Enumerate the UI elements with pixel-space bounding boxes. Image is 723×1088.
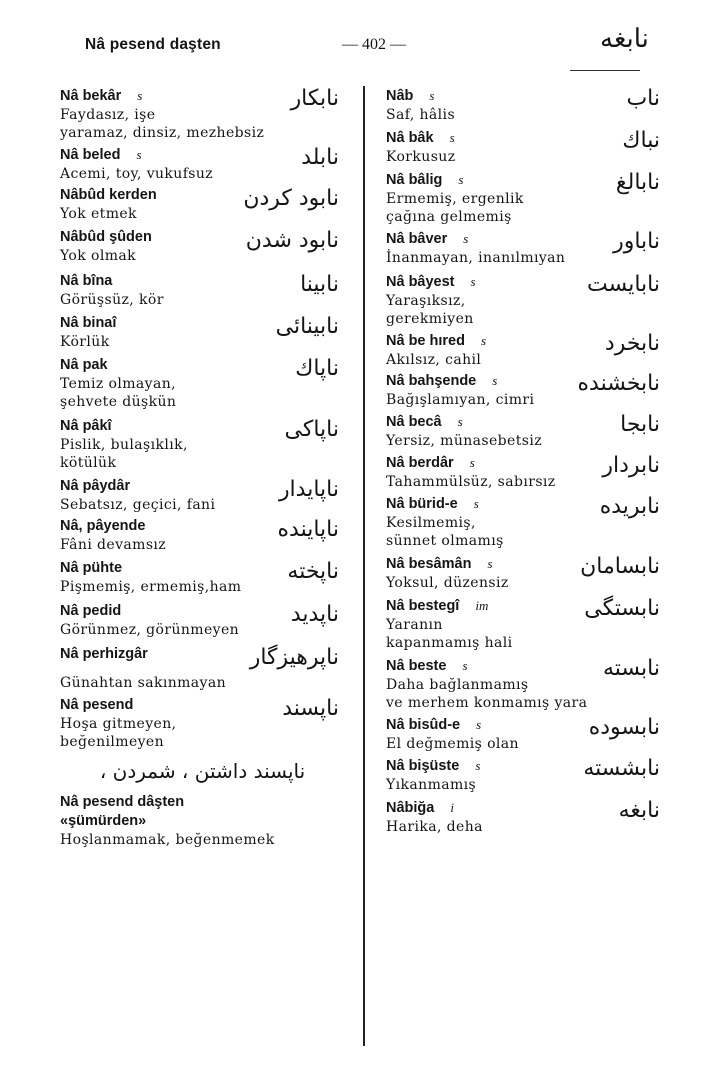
entry-definition: Temiz olmayan, — [60, 376, 176, 392]
part-of-speech: s — [136, 147, 142, 162]
dictionary-entry — [60, 314, 345, 351]
arabic-running-title: نابغه — [600, 24, 649, 54]
dictionary-entry — [60, 86, 345, 142]
dictionary-entry — [386, 596, 666, 652]
arabic-script-term: نباك — [622, 128, 660, 153]
entry-definition: Hoşa gitmeyen, — [60, 716, 177, 732]
right-column — [386, 86, 666, 839]
entry-headword: Nâbiğa — [386, 800, 435, 816]
entry-definition: Pişmemiş, ermemiş,ham — [60, 579, 242, 595]
arabic-script-term: ناپايدار — [278, 477, 339, 502]
entry-headword: Nâ bâlig — [386, 172, 443, 188]
part-of-speech: s — [480, 333, 487, 348]
arabic-script-term: ناپخته — [287, 559, 339, 584]
entry-definition: Ermemiş, ergenlik — [386, 191, 524, 207]
arabic-script-term: نابخرد — [604, 331, 660, 356]
arabic-script-term: نابكار — [290, 86, 339, 111]
entry-headword: Nâ pühte — [60, 560, 123, 576]
entry-definition: Yersiz, münasebetsiz — [386, 433, 542, 449]
entry-definition: Yok olmak — [60, 248, 136, 264]
entry-headword: Nâ bahşende — [386, 373, 477, 389]
arabic-script-term: نابشسته — [583, 756, 660, 781]
dictionary-entry — [386, 371, 666, 409]
entry-headword: Nâ bürid-e — [386, 496, 458, 512]
entry-headword: Nâ pâydâr — [60, 478, 131, 494]
dictionary-entry — [386, 798, 666, 836]
arabic-script-term: نابالغ — [615, 170, 660, 195]
entry-headword: Nâbûd şûden — [60, 229, 152, 245]
dictionary-entry — [386, 331, 666, 369]
part-of-speech: s — [137, 88, 143, 103]
part-of-speech: s — [487, 556, 493, 571]
dictionary-entry — [60, 477, 345, 514]
running-title: Nâ pesend daşten — [85, 36, 221, 53]
dictionary-entry — [386, 86, 666, 124]
dictionary-entry — [386, 656, 666, 712]
part-of-speech: s — [473, 496, 479, 511]
entry-definition: Acemi, toy, vukufsuz — [60, 166, 214, 182]
part-of-speech: s — [449, 130, 455, 145]
entry-headword: Nâ berdâr — [386, 455, 454, 471]
entry-headword: Nâ becâ — [386, 414, 442, 430]
dictionary-entry — [386, 412, 666, 450]
entry-definition: Daha bağlanmamış — [386, 677, 529, 693]
arabic-script-term: نابسوده — [588, 715, 660, 740]
entry-definition: Fâni devamsız — [60, 537, 167, 553]
dictionary-entry — [386, 128, 666, 166]
dictionary-entry — [60, 696, 345, 751]
page-header — [0, 0, 723, 80]
arabic-script-term: ناپرهيزگار — [249, 645, 339, 670]
part-of-speech: s — [429, 88, 435, 103]
dictionary-entry — [60, 793, 345, 849]
arabic-script-term: ناپاكى — [284, 417, 339, 442]
arabic-script-term: نابخشنده — [577, 371, 660, 396]
entry-definition: Saf, hâlis — [386, 107, 456, 123]
entry-headword-variant: «şümürden» — [60, 813, 147, 829]
dictionary-entry — [386, 453, 666, 491]
entry-headword: Nâbûd kerden — [60, 187, 157, 203]
entry-definition: Pislik, bulaşıklık, — [60, 437, 188, 453]
entry-definition: Körlük — [60, 334, 110, 350]
header-rule — [570, 70, 640, 71]
part-of-speech: s — [470, 274, 476, 289]
arabic-script-term: ناپاك — [295, 356, 339, 381]
entry-headword: Nâ beled — [60, 147, 121, 163]
arabic-script-term: نابينائى — [275, 314, 339, 339]
entry-definition: Faydasız, işe — [60, 107, 156, 123]
entry-headword: Nâ bisûd-e — [386, 717, 461, 733]
entry-headword: Nâ pesend dâşten — [60, 794, 185, 810]
part-of-speech: s — [469, 455, 475, 470]
dictionary-entry — [386, 229, 666, 267]
entry-headword: Nâ, pâyende — [60, 518, 146, 534]
arabic-script-term: نابريده — [599, 494, 660, 519]
part-of-speech: s — [476, 717, 482, 732]
entry-definition: Görünmez, görünmeyen — [60, 622, 240, 638]
part-of-speech: s — [462, 658, 468, 673]
arabic-script-term: نابجا — [620, 412, 660, 437]
dictionary-entry — [386, 272, 666, 328]
arabic-script-term: نابسامان — [580, 554, 660, 579]
arabic-script-term: ناپاينده — [277, 517, 339, 542]
part-of-speech: s — [458, 172, 464, 187]
arabic-script-term: نابينا — [300, 272, 339, 297]
entry-headword: Nâb — [386, 88, 414, 104]
arabic-script-term: ناباور — [613, 229, 660, 254]
entry-definition: beğenilmeyen — [60, 734, 165, 750]
entry-headword: Nâ bîna — [60, 273, 113, 289]
dictionary-entry — [60, 417, 345, 472]
arabic-script-term: ناب — [626, 86, 660, 111]
page-number: — 402 — — [342, 36, 406, 53]
entry-headword: Nâ bişüste — [386, 758, 460, 774]
dictionary-entry — [386, 554, 666, 592]
entry-definition: İnanmayan, inanılmıyan — [386, 250, 566, 266]
entry-definition: kapanmamış hali — [386, 635, 513, 651]
entry-definition: Günahtan sakınmayan — [60, 675, 227, 691]
entry-headword: Nâ beste — [386, 658, 447, 674]
entry-headword: Nâ bâk — [386, 130, 434, 146]
column-divider — [363, 86, 365, 1046]
dictionary-entry — [60, 145, 345, 183]
dictionary-entry — [60, 517, 345, 554]
dictionary-entry — [60, 272, 345, 309]
entry-headword: Nâ pesend — [60, 697, 134, 713]
arabic-script-term: نابستگى — [584, 596, 660, 621]
part-of-speech: im — [475, 598, 489, 613]
entry-definition: Kesilmemiş, — [386, 515, 476, 531]
dictionary-entry — [386, 170, 666, 226]
entry-headword: Nâ besâmân — [386, 556, 472, 572]
arabic-script-term: نابود شدن — [245, 228, 339, 253]
entry-headword: Nâ pâkî — [60, 418, 112, 434]
entry-definition: Yaranın — [386, 617, 443, 633]
entry-definition: Harika, deha — [386, 819, 483, 835]
entry-definition: Yıkanmamış — [386, 777, 477, 793]
dictionary-entry — [60, 186, 345, 223]
entry-definition: Tahammülsüz, sabırsız — [386, 474, 556, 490]
dictionary-entry — [60, 228, 345, 265]
entry-definition: sünnet olmamış — [386, 533, 504, 549]
entry-definition: kötülük — [60, 455, 117, 471]
part-of-speech: s — [457, 414, 463, 429]
entry-definition: Akılsız, cahil — [386, 352, 482, 368]
dictionary-entry — [60, 559, 345, 596]
entry-headword-line — [386, 86, 666, 106]
entry-headword: Nâ binaî — [60, 315, 117, 331]
dictionary-entry — [386, 756, 666, 794]
entry-definition: Yoksul, düzensiz — [386, 575, 509, 591]
entry-headword: Nâ be hıred — [386, 333, 465, 349]
arabic-script-term: نابردار — [602, 453, 660, 478]
part-of-speech: s — [492, 373, 498, 388]
arabic-script-term: نابود كردن — [243, 186, 339, 211]
arabic-script-term: نابلد — [301, 145, 339, 170]
arabic-script-term: ناپسند — [282, 696, 339, 721]
entry-definition: Hoşlanmamak, beğenmemek — [60, 832, 275, 848]
left-column — [60, 86, 345, 852]
entry-definition: yaramaz, dinsiz, mezhebsiz — [60, 125, 265, 141]
arabic-phrase-line: ناپسند داشتن ، شمردن ، — [99, 759, 306, 783]
part-of-speech: i — [450, 800, 454, 815]
entry-headword: Nâ bekâr — [60, 88, 122, 104]
entry-definition: Yaraşıksız, — [386, 293, 466, 309]
entry-headword: Nâ perhizgâr — [60, 646, 148, 662]
entry-headword: Nâ bestegî — [386, 598, 460, 614]
dictionary-entry — [386, 494, 666, 550]
dictionary-entry — [60, 645, 345, 692]
dictionary-entry — [60, 602, 345, 639]
entry-headword: Nâ bâver — [386, 231, 448, 247]
entry-definition: El değmemiş olan — [386, 736, 519, 752]
entry-definition: çağına gelmemiş — [386, 209, 512, 225]
entry-definition: şehvete düşkün — [60, 394, 177, 410]
dictionary-entry — [386, 715, 666, 753]
arabic-script-term: نابغه — [618, 798, 660, 823]
entry-definition: Görüşsüz, kör — [60, 292, 164, 308]
arabic-script-term: نابايست — [586, 272, 660, 297]
entry-definition: ve merhem konmamış yara — [386, 695, 588, 711]
entry-definition: Korkusuz — [386, 149, 456, 165]
entry-headword: Nâ pak — [60, 357, 108, 373]
arabic-script-term: نابسته — [602, 656, 660, 681]
dictionary-entry — [60, 356, 345, 411]
part-of-speech: s — [475, 758, 481, 773]
entry-headword: Nâ pedid — [60, 603, 122, 619]
entry-definition: Yok etmek — [60, 206, 137, 222]
entry-definition: Sebatsız, geçici, fani — [60, 497, 216, 513]
entry-definition: gerekmiyen — [386, 311, 474, 327]
arabic-script-term: ناپديد — [290, 602, 339, 627]
entry-headword: Nâ bâyest — [386, 274, 455, 290]
entry-definition: Bağışlamıyan, cimri — [386, 392, 535, 408]
part-of-speech: s — [463, 231, 469, 246]
